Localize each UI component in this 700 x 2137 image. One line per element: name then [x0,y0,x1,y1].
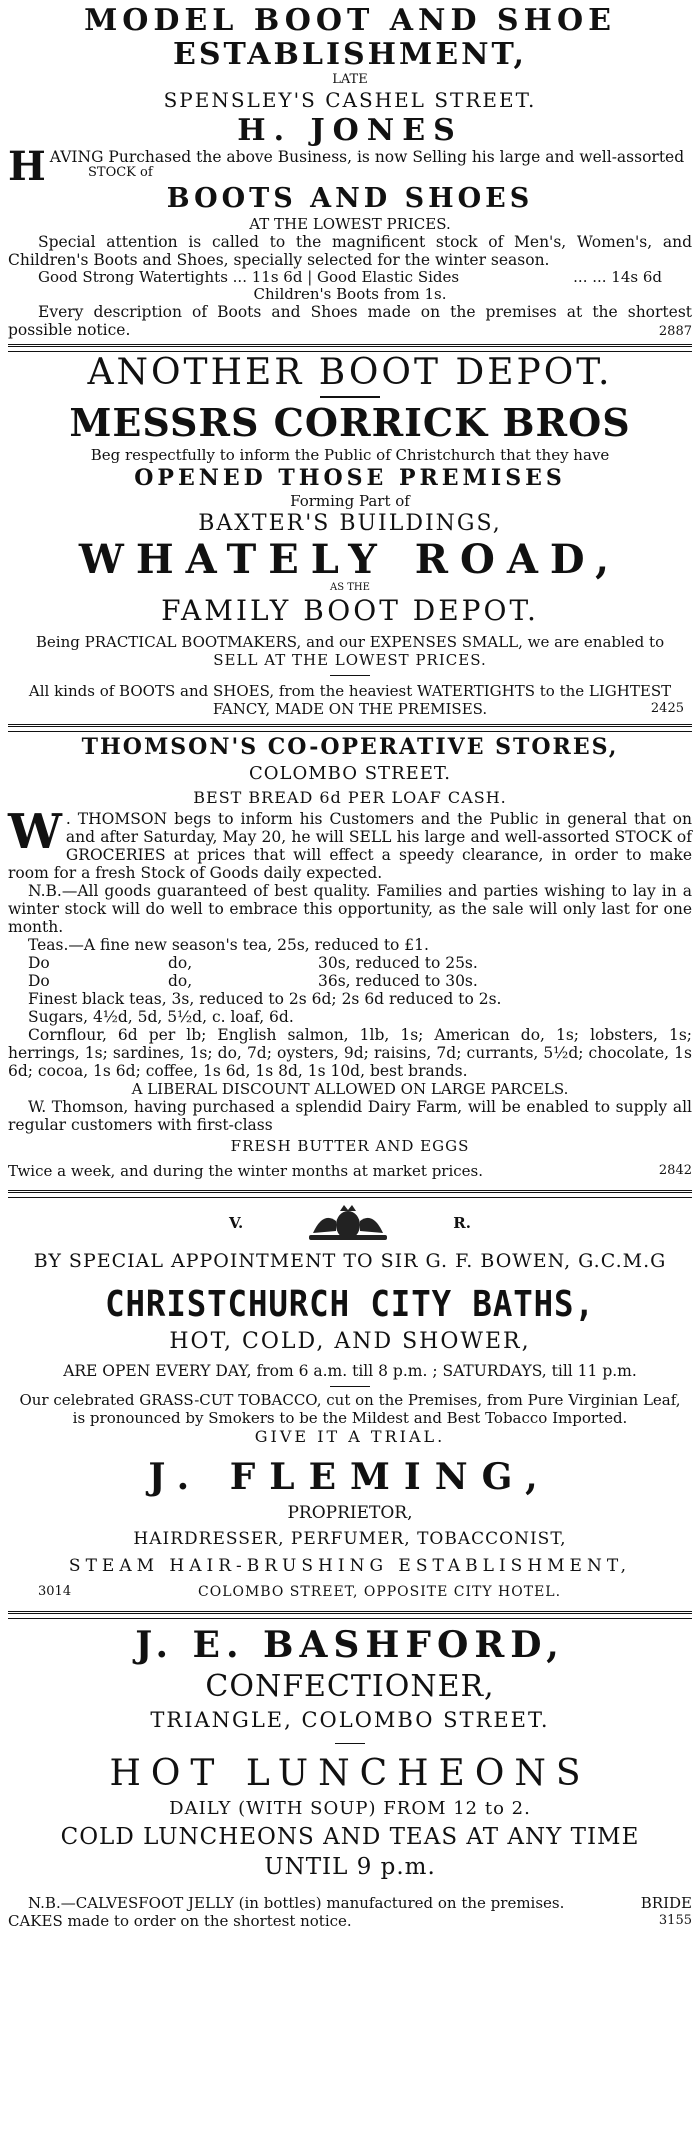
ad4-r: R. [453,1214,471,1232]
ad1-intro [8,143,692,190]
ad1-paragraph: Special attention is called to the magnificent stock of Men's, Women's, and Children's Boots and Shoes, specially selected for the winter season. [8,233,692,269]
ad3-tea3 [8,972,692,990]
ad3-dairy: W. Thomson, having purchased a splendid Dairy Farm, will be enabled to supply all regular customers with first-class [8,1098,692,1134]
ad3-bread: BEST BREAD 6d PER LOAF CASH. [193,788,507,807]
divider [8,1190,692,1198]
ad3-intro [8,804,692,882]
ad2-being1: Being PRACTICAL BOOTMAKERS, and our EXPENSES SMALL, we are enabled to [35,633,665,651]
ad3-cornflour: Cornflour, 6d per lb; English salmon, 1lb, 1s; American do, 1s; lobsters, 1s; herrings, 1s; sardines, 1s; do, 7d; oysters, 9d; raisins, 7d; currants, 5½d; chocolate, 1s 6d; cocoa, 1s 6d; coffee, 1s 6d, 1s 8d, 1s 10d, best brands. [8,1026,692,1080]
ad3-tea1: Teas.—A fine new season's tea, 25s, reduced to £1. [28,936,429,954]
ad1-title-line2: ESTABLISHMENT, [173,38,527,72]
ad5-nb1-right: BRIDE [640,1894,692,1912]
ad4-sub: HOT, COLD, AND SHOWER, [169,1329,531,1354]
ad5-nb2-row [8,1912,692,1930]
ad1-prices [8,269,692,286]
ad3-tea2-ditto: do, [168,954,193,972]
ad4-proprietor: PROPRIETOR, [287,1503,413,1523]
royal-crest-icon [303,1203,393,1243]
ad1-intro-line2: STOCK of [88,165,153,180]
ad3-black: Finest black teas, 3s, reduced to 2s 6d; 2s 6d reduced to 2s. [28,990,502,1008]
ad4-short-rule [330,1386,370,1387]
ad2-baxter: BAXTER'S BUILDINGS, [198,511,502,536]
ad5-hot: HOT LUNCHEONS [109,1753,591,1794]
ad2-short-rule [320,396,380,398]
ad5-nb-row [8,1894,692,1912]
advert-bashford [0,1621,700,1930]
ad1-children: Children's Boots from 1s. [253,286,447,303]
ad4-tobacco1: Our celebrated GRASS-CUT TOBACCO, cut on the Premises, from Pure Virginian Leaf, [19,1391,681,1409]
ad4-give: GIVE IT A TRIAL. [254,1427,446,1446]
ad2-short-rule-2 [330,675,370,676]
divider [8,344,692,352]
ad5-name: J. E. BASHFORD, [135,1624,565,1666]
ad4-open: ARE OPEN EVERY DAY, from 6 a.m. till 8 p.m. ; SATURDAYS, till 11 p.m. [63,1362,637,1380]
ad2-road: WHATELY ROAD, [78,538,622,582]
ad1-price-left: Good Strong Watertights ... 11s 6d | Good Elastic Sides [38,268,460,286]
advert-another-boot-depot [0,352,700,732]
ad3-twice: Twice a week, and during the winter months at market prices. [8,1162,484,1180]
ad1-price-right: ... ... 14s 6d [573,268,662,286]
ad2-forming: Forming Part of [290,492,410,510]
advert-model-boot-shoe [0,0,700,352]
ad3-ref: 2842 [658,1163,692,1178]
ad3-tea2-price: 30s, reduced to 25s. [318,954,478,972]
ad1-intro-line1: AVING Purchased the above Business, is now Selling his large and well-assorted [49,148,685,166]
ad4-crest-row [8,1198,692,1248]
ad5-addr: TRIANGLE, COLOMBO STREET. [150,1708,550,1732]
ad3-discount: A LIBERAL DISCOUNT ALLOWED ON LARGE PARCELS. [131,1080,569,1098]
ad3-tea2 [8,954,692,972]
ad5-nb1: N.B.—CALVESFOOT JELLY (in bottles) manufactured on the premises. [28,1894,565,1912]
ad2-all2: FANCY, MADE ON THE PREMISES. [212,700,488,718]
ad1-dropcap: H [8,143,46,190]
ad5-trade: CONFECTIONER, [205,1669,495,1704]
ad4-appointment: BY SPECIAL APPOINTMENT TO SIR G. F. BOWEN, G.C.M.G [33,1250,667,1272]
ad1-late: LATE [332,72,368,87]
ad3-tea3-do: Do [28,972,50,990]
ad1-headline: BOOTS AND SHOES [166,183,534,214]
ad2-being2: SELL AT THE LOWEST PRICES. [213,651,487,669]
ad3-nb: N.B.—All goods guaranteed of best quality. Families and parties wishing to lay in a winter stock will do well to embrace this opportunity, as the sale will only last for one month. [8,882,692,936]
ad1-ref: 2887 [658,324,692,339]
advert-city-baths [0,1198,700,1619]
ad3-tea3-ditto: do, [168,972,193,990]
divider [8,724,692,732]
ad1-address: SPENSLEY'S CASHEL STREET. [163,88,537,112]
ad4-v: V. [229,1214,244,1232]
ad5-nb2: CAKES made to order on the shortest notice. [8,1912,352,1930]
ad3-dropcap: W [8,804,62,860]
ad4-steam: STEAM HAIR-BRUSHING ESTABLISHMENT, [68,1556,632,1576]
ad4-trades: HAIRDRESSER, PERFUMER, TOBACCONIST, [133,1529,567,1549]
ad4-title: CHRISTCHURCH CITY BATHS, [105,1284,595,1325]
ad5-until: UNTIL 9 p.m. [264,1854,436,1880]
ad2-as-the: AS THE [330,582,370,593]
ad2-family: FAMILY BOOT DEPOT. [161,594,539,627]
ad3-tea2-do: Do [28,954,50,972]
ad1-subhead: AT THE LOWEST PRICES. [249,215,451,233]
ad4-addr: COLOMBO STREET, OPPOSITE CITY HOTEL. [198,1584,562,1600]
ad1-proprietor: H. JONES [237,113,463,148]
advert-thomsons-stores [0,732,700,1198]
ad2-all2-row [8,700,692,718]
ad2-ref: 2425 [650,701,684,716]
ad4-tobacco2: is pronounced by Smokers to be the Mildest and Best Tobacco Imported. [72,1409,628,1427]
ad5-daily: DAILY (WITH SOUP) FROM 12 to 2. [169,1798,531,1819]
ad2-beg: Beg respectfully to inform the Public of Christchurch that they have [90,446,610,464]
ad2-firm: MESSRS CORRICK BROS [69,400,631,445]
ad4-name: J. FLEMING, [148,1456,552,1498]
ad5-ref: 3155 [658,1913,692,1928]
ad5-cold: COLD LUNCHEONS AND TEAS AT ANY TIME [60,1824,640,1850]
ad5-short-rule [335,1743,365,1744]
ad1-title-line1: MODEL BOOT AND SHOE [84,4,616,38]
ad3-street: COLOMBO STREET. [249,763,451,784]
ad2-all1: All kinds of BOOTS and SHOES, from the heaviest WATERTIGHTS to the LIGHTEST [28,682,672,700]
ad1-every: Every description of Boots and Shoes made on the premises at the shortest possible notice. [8,303,692,339]
ad3-tea3-price: 36s, reduced to 30s. [318,972,478,990]
ad3-intro-text: . THOMSON begs to inform his Customers and the Public in general that on and after Saturday, May 20, he will SELL his large and well-assorted STOCK of GROCERIES at prices that will effect a speedy clearance, in order to make room for a fresh Stock of Goods daily expected. [8,810,692,882]
ad3-sugars: Sugars, 4½d, 5d, 5½d, c. loaf, 6d. [28,1008,294,1026]
ad3-title: THOMSON'S CO-OPERATIVE STORES, [81,734,619,760]
divider [8,1611,692,1619]
ad2-opened: OPENED THOSE PREMISES [134,465,566,491]
ad4-ref: 3014 [38,1584,72,1599]
ad2-title: ANOTHER BOOT DEPOT. [87,352,613,393]
ad3-twice-row [8,1158,692,1184]
ad3-butter: FRESH BUTTER AND EGGS [230,1137,470,1155]
ad4-addr-row [8,1579,692,1605]
spacer [8,1882,692,1894]
